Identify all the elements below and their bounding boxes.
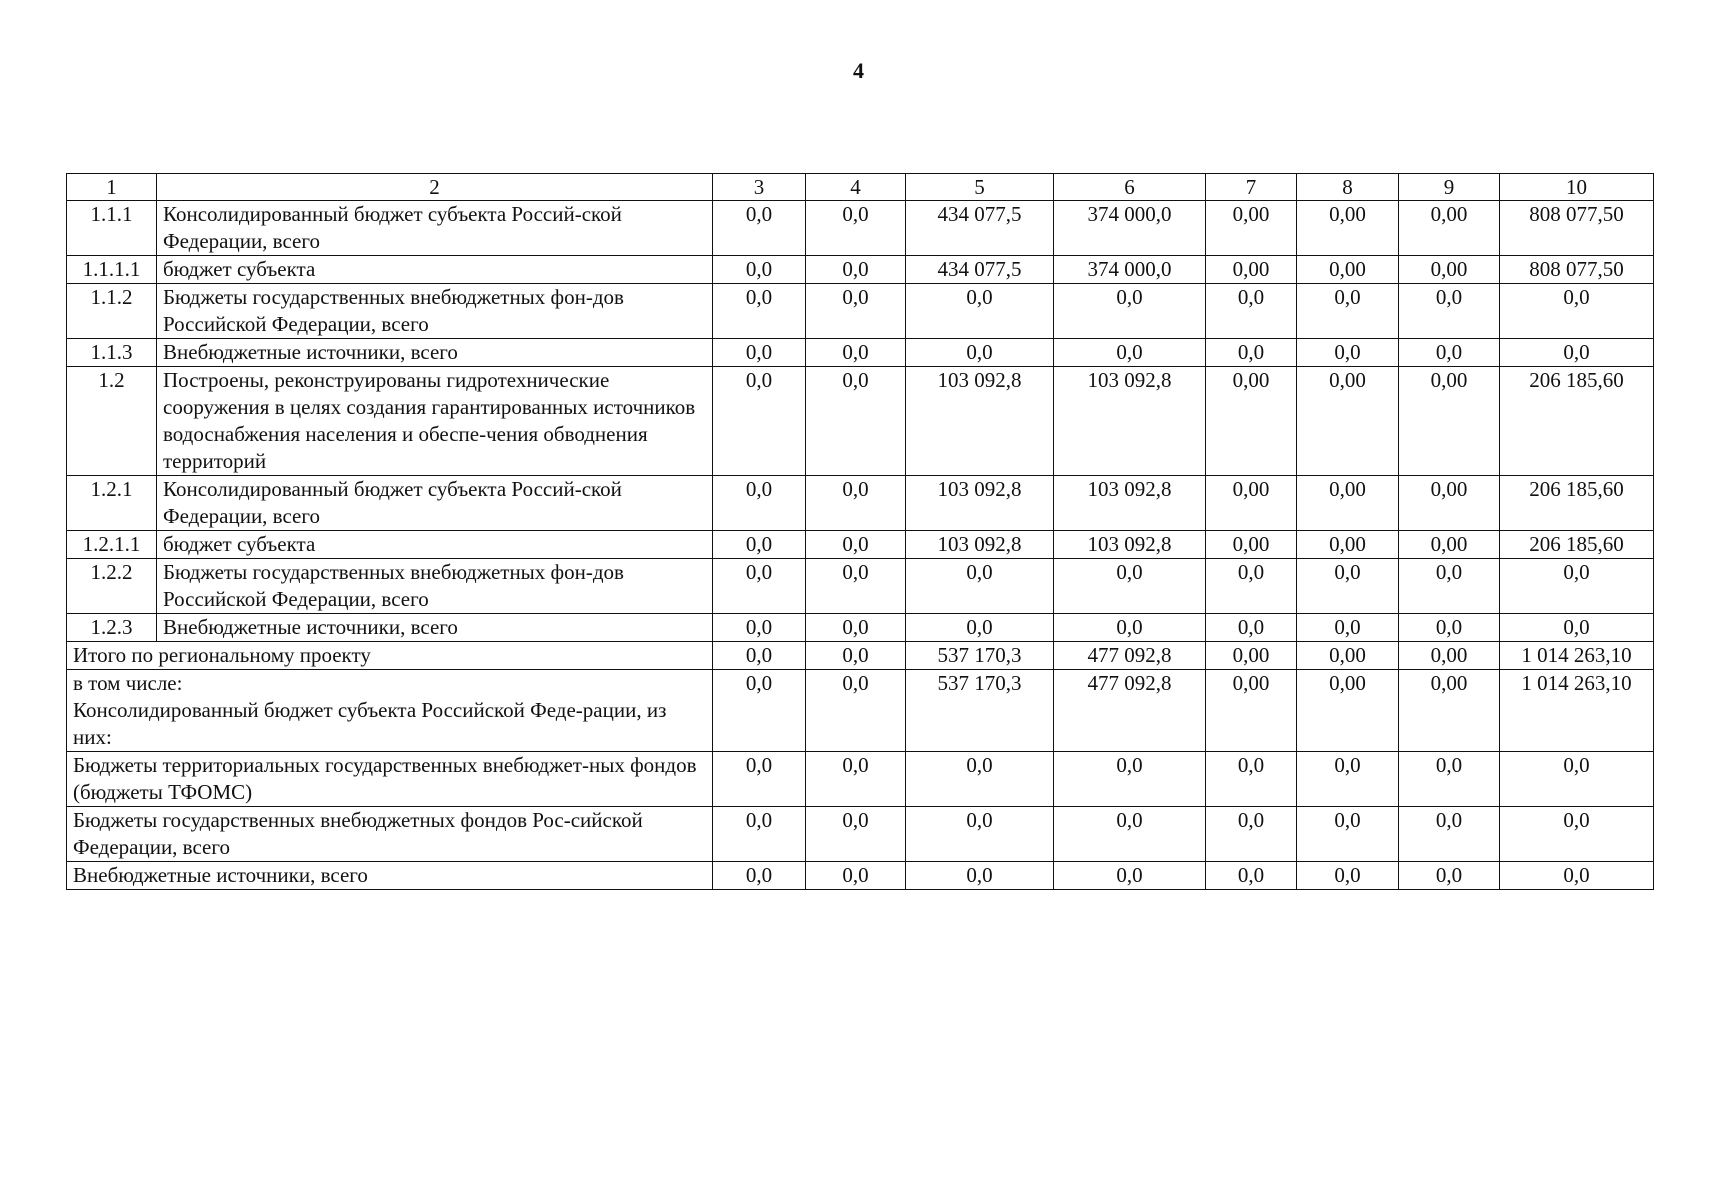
value-cell: 0,0 (713, 670, 806, 752)
value-cell: 0,0 (1500, 862, 1654, 890)
value-cell: 0,00 (1297, 256, 1399, 284)
value-cell: 0,0 (1297, 752, 1399, 807)
row-label: Бюджеты государственных внебюджетных фон-дов Российской Федерации, всего (157, 559, 713, 614)
summary-label: в том числе: Консолидированный бюджет субъекта Российской Феде-рации, из них: (67, 670, 713, 752)
value-cell: 1 014 263,10 (1500, 670, 1654, 752)
row-label: Бюджеты государственных внебюджетных фон-дов Российской Федерации, всего (157, 284, 713, 339)
value-cell: 0,00 (1399, 642, 1500, 670)
value-cell: 0,0 (713, 862, 806, 890)
value-cell: 0,0 (1297, 614, 1399, 642)
value-cell: 0,0 (1206, 862, 1297, 890)
header-cell: 4 (806, 174, 906, 201)
value-cell: 0,0 (1206, 284, 1297, 339)
value-cell: 0,0 (1054, 862, 1206, 890)
table-row (67, 559, 1654, 614)
table-row (67, 476, 1654, 531)
value-cell: 0,00 (1206, 476, 1297, 531)
value-cell: 0,0 (1206, 807, 1297, 862)
value-cell: 0,0 (806, 476, 906, 531)
summary-label: Итого по региональному проекту (67, 642, 713, 670)
row-code: 1.1.1.1 (67, 256, 157, 284)
value-cell: 808 077,50 (1500, 201, 1654, 256)
value-cell: 0,00 (1399, 201, 1500, 256)
value-cell: 0,0 (806, 670, 906, 752)
value-cell: 0,0 (713, 614, 806, 642)
table-row (67, 339, 1654, 367)
value-cell: 103 092,8 (906, 367, 1054, 476)
value-cell: 103 092,8 (906, 531, 1054, 559)
value-cell: 0,0 (806, 642, 906, 670)
table-row (67, 256, 1654, 284)
value-cell: 0,00 (1297, 201, 1399, 256)
value-cell: 0,00 (1297, 367, 1399, 476)
value-cell: 0,0 (806, 284, 906, 339)
header-cell: 7 (1206, 174, 1297, 201)
value-cell: 808 077,50 (1500, 256, 1654, 284)
value-cell: 0,00 (1399, 256, 1500, 284)
value-cell: 0,00 (1399, 531, 1500, 559)
value-cell: 0,0 (713, 284, 806, 339)
table-row (67, 367, 1654, 476)
value-cell: 0,0 (1054, 752, 1206, 807)
row-code: 1.1.1 (67, 201, 157, 256)
value-cell: 0,0 (1399, 559, 1500, 614)
value-cell: 0,0 (906, 862, 1054, 890)
table-row (67, 614, 1654, 642)
value-cell: 374 000,0 (1054, 201, 1206, 256)
header-cell: 8 (1297, 174, 1399, 201)
value-cell: 0,0 (806, 559, 906, 614)
value-cell: 0,0 (806, 752, 906, 807)
header-cell: 2 (157, 174, 713, 201)
value-cell: 0,0 (713, 531, 806, 559)
value-cell: 477 092,8 (1054, 670, 1206, 752)
row-label: бюджет субъекта (157, 256, 713, 284)
value-cell: 0,00 (1206, 531, 1297, 559)
value-cell: 0,00 (1399, 670, 1500, 752)
value-cell: 0,0 (1054, 807, 1206, 862)
value-cell: 103 092,8 (1054, 367, 1206, 476)
value-cell: 0,0 (713, 642, 806, 670)
summary-row (67, 642, 1654, 670)
row-label: Внебюджетные источники, всего (157, 339, 713, 367)
row-label: Построены, реконструированы гидротехнические сооружения в целях создания гарантированных источников водоснабжения населения и обеспе-чения обводнения территорий (157, 367, 713, 476)
row-code: 1.1.3 (67, 339, 157, 367)
value-cell: 0,0 (806, 367, 906, 476)
value-cell: 0,0 (906, 339, 1054, 367)
value-cell: 0,0 (1500, 752, 1654, 807)
value-cell: 0,0 (713, 201, 806, 256)
value-cell: 0,0 (1500, 339, 1654, 367)
value-cell: 0,0 (1297, 284, 1399, 339)
value-cell: 0,0 (1206, 752, 1297, 807)
summary-row (67, 752, 1654, 807)
header-row (67, 174, 1654, 201)
value-cell: 477 092,8 (1054, 642, 1206, 670)
value-cell: 0,0 (806, 614, 906, 642)
value-cell: 0,0 (1500, 284, 1654, 339)
value-cell: 0,0 (1399, 752, 1500, 807)
header-cell: 6 (1054, 174, 1206, 201)
value-cell: 0,00 (1206, 256, 1297, 284)
summary-row (67, 670, 1654, 752)
value-cell: 537 170,3 (906, 642, 1054, 670)
value-cell: 0,0 (806, 201, 906, 256)
summary-row (67, 862, 1654, 890)
value-cell: 0,0 (1399, 284, 1500, 339)
value-cell: 0,0 (906, 752, 1054, 807)
value-cell: 0,0 (1500, 614, 1654, 642)
value-cell: 206 185,60 (1500, 367, 1654, 476)
table-row (67, 284, 1654, 339)
row-code: 1.2.1 (67, 476, 157, 531)
value-cell: 0,0 (806, 807, 906, 862)
value-cell: 0,0 (713, 559, 806, 614)
value-cell: 0,0 (1399, 614, 1500, 642)
summary-label: Бюджеты государственных внебюджетных фондов Рос-сийской Федерации, всего (67, 807, 713, 862)
value-cell: 0,0 (1297, 807, 1399, 862)
value-cell: 0,00 (1206, 201, 1297, 256)
value-cell: 0,0 (713, 256, 806, 284)
value-cell: 0,0 (1054, 284, 1206, 339)
value-cell: 0,00 (1399, 476, 1500, 531)
value-cell: 0,0 (806, 339, 906, 367)
value-cell: 0,0 (1206, 339, 1297, 367)
header-cell: 1 (67, 174, 157, 201)
row-code: 1.2.2 (67, 559, 157, 614)
row-code: 1.2 (67, 367, 157, 476)
value-cell: 0,0 (1399, 339, 1500, 367)
value-cell: 0,0 (906, 807, 1054, 862)
value-cell: 206 185,60 (1500, 476, 1654, 531)
value-cell: 434 077,5 (906, 256, 1054, 284)
value-cell: 0,0 (906, 284, 1054, 339)
value-cell: 0,00 (1206, 670, 1297, 752)
value-cell: 0,0 (713, 752, 806, 807)
value-cell: 206 185,60 (1500, 531, 1654, 559)
row-code: 1.2.1.1 (67, 531, 157, 559)
value-cell: 0,0 (713, 807, 806, 862)
value-cell: 1 014 263,10 (1500, 642, 1654, 670)
value-cell: 0,0 (713, 476, 806, 531)
value-cell: 0,0 (1054, 614, 1206, 642)
value-cell: 0,0 (1399, 862, 1500, 890)
row-label: Внебюджетные источники, всего (157, 614, 713, 642)
value-cell: 0,00 (1297, 670, 1399, 752)
row-code: 1.2.3 (67, 614, 157, 642)
row-code: 1.1.2 (67, 284, 157, 339)
value-cell: 0,00 (1206, 642, 1297, 670)
value-cell: 0,0 (1054, 559, 1206, 614)
value-cell: 0,0 (1500, 559, 1654, 614)
value-cell: 0,0 (1500, 807, 1654, 862)
value-cell: 0,0 (713, 367, 806, 476)
value-cell: 537 170,3 (906, 670, 1054, 752)
summary-row (67, 807, 1654, 862)
table-row (67, 201, 1654, 256)
value-cell: 0,0 (906, 614, 1054, 642)
value-cell: 0,00 (1297, 476, 1399, 531)
value-cell: 0,00 (1399, 367, 1500, 476)
summary-label: Внебюджетные источники, всего (67, 862, 713, 890)
table-row (67, 531, 1654, 559)
header-cell: 9 (1399, 174, 1500, 201)
value-cell: 0,0 (806, 531, 906, 559)
budget-table (66, 173, 1654, 890)
value-cell: 0,0 (1297, 862, 1399, 890)
value-cell: 103 092,8 (906, 476, 1054, 531)
value-cell: 0,0 (1206, 614, 1297, 642)
row-label: Консолидированный бюджет субъекта Россий-ской Федерации, всего (157, 201, 713, 256)
value-cell: 434 077,5 (906, 201, 1054, 256)
value-cell: 0,00 (1206, 367, 1297, 476)
page-number: 4 (853, 58, 864, 83)
header-cell: 3 (713, 174, 806, 201)
header-cell: 5 (906, 174, 1054, 201)
header-cell: 10 (1500, 174, 1654, 201)
row-label: бюджет субъекта (157, 531, 713, 559)
value-cell: 0,0 (1399, 807, 1500, 862)
value-cell: 0,0 (906, 559, 1054, 614)
value-cell: 103 092,8 (1054, 476, 1206, 531)
value-cell: 0,0 (1054, 339, 1206, 367)
value-cell: 374 000,0 (1054, 256, 1206, 284)
value-cell: 0,0 (1297, 559, 1399, 614)
row-label: Консолидированный бюджет субъекта Россий-ской Федерации, всего (157, 476, 713, 531)
value-cell: 0,0 (1206, 559, 1297, 614)
value-cell: 103 092,8 (1054, 531, 1206, 559)
value-cell: 0,00 (1297, 642, 1399, 670)
value-cell: 0,0 (713, 339, 806, 367)
summary-label: Бюджеты территориальных государственных внебюджет-ных фондов (бюджеты ТФОМС) (67, 752, 713, 807)
value-cell: 0,0 (806, 862, 906, 890)
value-cell: 0,0 (1297, 339, 1399, 367)
value-cell: 0,00 (1297, 531, 1399, 559)
value-cell: 0,0 (806, 256, 906, 284)
